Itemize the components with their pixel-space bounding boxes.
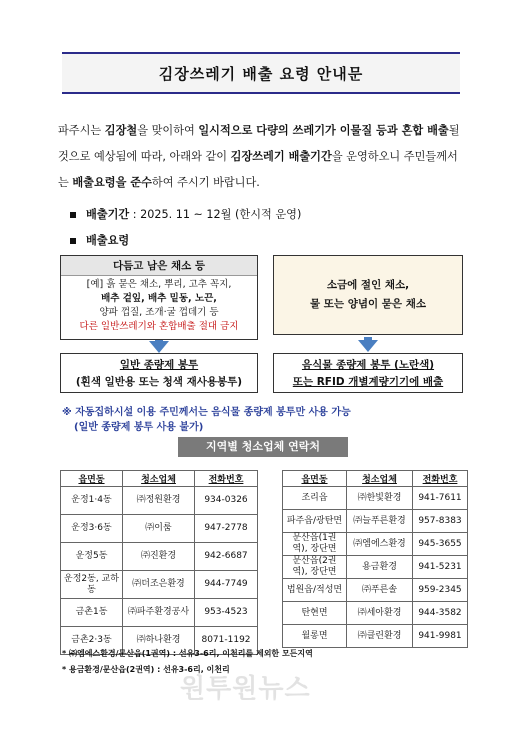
footnote-1: * ㈜엠에스환경/문산읍(1권역) : 선유3-6리, 이천리를 제외한 모든지역	[62, 649, 313, 658]
example-line-2: 배추 겉잎, 배추 밑동, 노끈,	[101, 293, 217, 304]
footnote-2: * 용금환경/문산읍(2권역) : 선유3-6리, 이천리	[62, 665, 230, 674]
food-bag-line-2: 또는 RFID 개별계량기기에 배출	[292, 376, 444, 388]
example-line-3: 양파 껍질, 조개·굴 껍데기 등	[99, 307, 219, 318]
col-district: 읍면동	[61, 471, 123, 487]
intro-paragraph: 파주시는 김장철을 맞이하여 일시적으로 다량의 쓰레기가 이물질 등과 혼합 배출될 것으로 예상됨에 따라, 아래와 같이 김장쓰레기 배출기간을 운영하오니 주민들께서는 배출요령을 준수하여 주시기 바랍니다.	[58, 124, 460, 189]
salted-line-2: 물 또는 양념이 묻은 채소	[309, 298, 427, 310]
right-down-arrow-icon	[358, 340, 378, 352]
table-row: 운정2동, 교하동 ㈜더조은환경 944-7749	[61, 571, 258, 599]
table-row: 운정1·4동 ㈜정원환경 934-0326	[61, 487, 258, 515]
contact-table-right	[282, 470, 468, 648]
table-row: 금촌1동 ㈜파주환경공사 953-4523	[61, 599, 258, 627]
news-watermark: 원투원뉴스	[180, 674, 311, 704]
food-bag-line-1: 음식물 종량제 봉투 (노란색)	[301, 359, 435, 371]
table-row: 운정3·6동 ㈜이룸 947-2778	[61, 515, 258, 543]
example-line-1: [예] 흙 묻은 채소, 뿌리, 고추 꼭지,	[86, 279, 232, 290]
salted-vegetables-box	[273, 255, 463, 335]
col-district: 읍면동	[283, 471, 347, 487]
method-label: 배출요령	[86, 234, 130, 247]
mixing-warning: 다른 일반쓰레기와 혼합배출 절대 금지	[79, 321, 239, 332]
general-bag-line-1: 일반 종량제 봉투	[119, 359, 199, 371]
table-row: 금촌2·3동 ㈜하나환경 8071-1192	[61, 627, 258, 655]
table-row: 탄현면 ㈜세아환경 944-3582	[283, 602, 468, 625]
table-row: 문산읍(1권역), 장단면 ㈜엠에스환경 945-3655	[283, 533, 468, 556]
period-bullet	[70, 206, 301, 222]
bullet-square-icon	[70, 212, 76, 218]
method-bullet	[70, 232, 129, 248]
contact-section-title: 지역별 청소업체 연락처	[178, 437, 348, 457]
col-company: 청소업체	[347, 471, 413, 487]
table-row: 법원읍/적성면 ㈜푸른솔 959-2345	[283, 579, 468, 602]
table-row: 문산읍(2권역), 장단면 용금환경 941-5231	[283, 556, 468, 579]
col-company: 청소업체	[123, 471, 195, 487]
leftover-vegetables-box	[60, 255, 258, 340]
table-row: 운정5동 ㈜진환경 942-6687	[61, 543, 258, 571]
period-label: 배출기간	[86, 208, 130, 221]
salted-line-1: 소금에 절인 채소,	[326, 279, 410, 291]
period-value: : 2025. 11 ~ 12월 (한시적 운영)	[129, 208, 302, 221]
col-phone: 전화번호	[195, 471, 258, 487]
bullet-square-icon	[70, 238, 76, 244]
general-bag-result	[60, 353, 258, 393]
table-row: 월롱면 ㈜클린환경 941-9981	[283, 625, 468, 648]
table-row: 파주읍/광탄면 ㈜늘푸른환경 957-8383	[283, 510, 468, 533]
page-title: 김장쓰레기 배출 요령 안내문	[62, 52, 460, 94]
left-down-arrow-icon	[149, 341, 169, 353]
table-row: 조리읍 ㈜한빛환경 941-7611	[283, 487, 468, 510]
leftover-vegetables-header: 다듬고 남은 채소 등	[61, 256, 257, 276]
general-bag-line-2: (흰색 일반용 또는 청색 재사용봉투)	[75, 376, 243, 388]
contact-table-left	[60, 470, 258, 655]
col-phone: 전화번호	[413, 471, 468, 487]
food-bag-result	[273, 353, 463, 393]
note-line-2: (일반 종량제 봉투 사용 불가)	[74, 422, 204, 433]
note-line-1: ※ 자동집하시설 이용 주민께서는 음식물 종량제 봉투만 사용 가능	[62, 407, 351, 418]
automatic-collection-note	[62, 405, 462, 435]
